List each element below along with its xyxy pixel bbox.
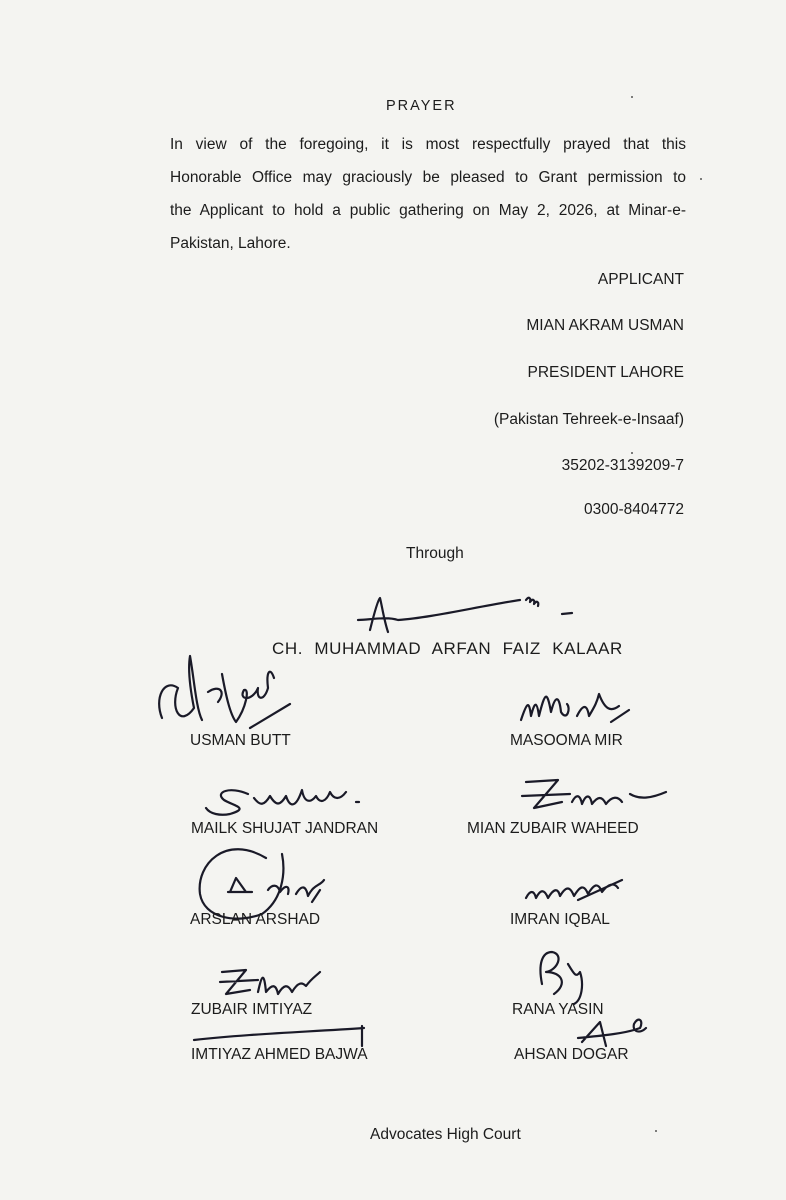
counsel-signature (515, 682, 635, 734)
scan-speck (700, 178, 702, 180)
applicant-cnic: 35202-3139209-7 (561, 457, 684, 474)
scan-speck (631, 96, 633, 98)
applicant-label: APPLICANT (597, 271, 684, 288)
prayer-line: In view of the foregoing, it is most respectfully prayed that this (170, 136, 686, 153)
prayer-paragraph (170, 128, 686, 260)
counsel-name-right: MIAN ZUBAIR WAHEED (467, 820, 639, 837)
applicant-party: (Pakistan Tehreek-e-Insaaf) (493, 411, 684, 428)
counsel-name-left: ARSLAN ARSHAD (190, 911, 321, 928)
footer-advocates: Advocates High Court (370, 1126, 521, 1143)
through-label: Through (406, 545, 464, 562)
counsel-signature (518, 872, 638, 910)
prayer-line: the Applicant to hold a public gathering on May 2, 2026, at Minar-e- (170, 202, 686, 219)
counsel-signature (200, 778, 380, 822)
counsel-name-right: AHSAN DOGAR (514, 1046, 629, 1063)
prayer-heading: PRAYER (386, 98, 457, 114)
applicant-title: PRESIDENT LAHORE (527, 364, 684, 381)
counsel-name-right: IMRAN IQBAL (510, 911, 610, 928)
applicant-phone: 0300-8404772 (584, 501, 684, 518)
lead-counsel-name: CH. MUHAMMAD ARFAN FAIZ KALAAR (272, 639, 623, 658)
counsel-name-left: MAILK SHUJAT JANDRAN (191, 820, 379, 837)
lead-counsel-signature (340, 590, 590, 640)
counsel-name-left: USMAN BUTT (190, 732, 291, 749)
counsel-signature (214, 962, 334, 1006)
counsel-signature (512, 772, 672, 820)
counsel-name-left: ZUBAIR IMTIYAZ (191, 1001, 313, 1018)
prayer-line: Honorable Office may graciously be pleased to Grant permission to (170, 169, 686, 186)
applicant-name: MIAN AKRAM USMAN (526, 317, 684, 334)
scan-speck (631, 452, 633, 454)
counsel-name-left: IMTIYAZ AHMED BAJWA (191, 1046, 368, 1063)
counsel-name-right: RANA YASIN (512, 1001, 604, 1018)
scan-speck (655, 1130, 657, 1132)
counsel-name-right: MASOOMA MIR (510, 732, 623, 749)
prayer-line: Pakistan, Lahore. (170, 235, 291, 252)
